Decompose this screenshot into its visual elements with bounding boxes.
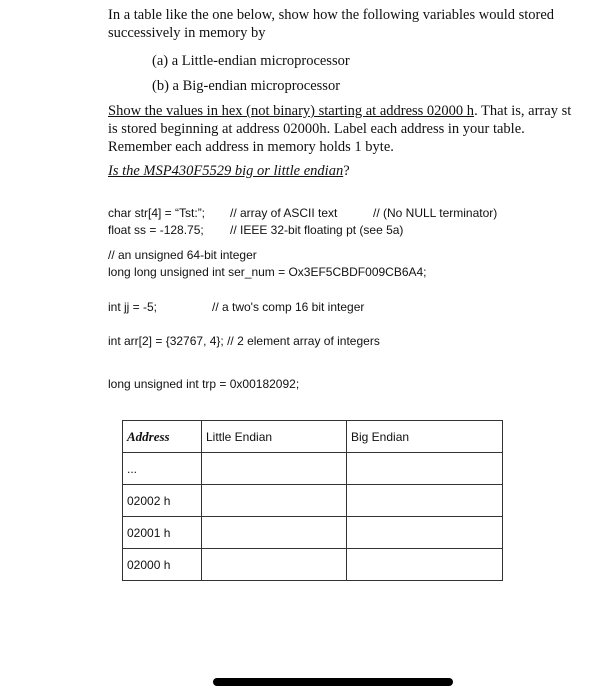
code-int-decl: int jj = -5; xyxy=(108,300,158,314)
table-row xyxy=(123,549,503,581)
code-ll-comment: // an unsigned 64-bit integer xyxy=(108,248,257,262)
code-float-decl: float ss = -128.75; xyxy=(108,223,204,237)
home-indicator-bar[interactable] xyxy=(213,678,453,686)
big-endian-cell[interactable] xyxy=(347,517,503,549)
option-a: (a) a Little-endian microprocessor xyxy=(152,53,350,69)
instructions-line-2: is stored beginning at address 02000h. Label each address in your table. xyxy=(108,121,525,137)
little-endian-cell[interactable] xyxy=(202,517,347,549)
endian-question-text: Is the MSP430F5529 big or little endian xyxy=(108,163,344,179)
little-endian-cell[interactable] xyxy=(202,453,347,485)
memory-table xyxy=(122,420,503,581)
endian-question-mark: ? xyxy=(343,163,350,179)
address-cell: ... xyxy=(123,453,202,485)
table-row xyxy=(123,453,503,485)
header-address: Address xyxy=(123,421,202,453)
little-endian-cell[interactable] xyxy=(202,549,347,581)
intro-line-2: successively in memory by xyxy=(108,25,266,41)
address-cell: 02001 h xyxy=(123,517,202,549)
header-big-endian: Big Endian xyxy=(347,421,503,453)
intro-line-1: In a table like the one below, show how the following variables would stored xyxy=(108,7,555,23)
endian-question xyxy=(108,163,350,180)
big-endian-cell[interactable] xyxy=(347,549,503,581)
code-ll-decl: long long unsigned int ser_num = Ox3EF5CBDF009CB6A4; xyxy=(108,265,427,279)
header-little-endian: Little Endian xyxy=(202,421,347,453)
address-cell: 02000 h xyxy=(123,549,202,581)
code-str-decl: char str[4] = “Tst:”; xyxy=(108,206,206,220)
code-float-comment: // IEEE 32-bit floating pt (see 5a) xyxy=(230,223,404,237)
instructions-line-1-rest: . That is, array st xyxy=(474,103,572,119)
code-arr-decl: int arr[2] = {32767, 4}; // 2 element array of integers xyxy=(108,334,380,348)
option-b: (b) a Big-endian microprocessor xyxy=(152,78,341,94)
table-header-row xyxy=(123,421,503,453)
instructions-line-1 xyxy=(108,103,571,120)
instructions-line-3: Remember each address in memory holds 1 byte. xyxy=(108,139,394,155)
table-row xyxy=(123,517,503,549)
code-int-comment: // a two's comp 16 bit integer xyxy=(212,300,365,314)
code-str-comment: // array of ASCII text xyxy=(230,206,338,220)
table-row xyxy=(123,485,503,517)
instructions-underlined: Show the values in hex (not binary) starting at address 02000 h xyxy=(108,103,475,119)
big-endian-cell[interactable] xyxy=(347,453,503,485)
big-endian-cell[interactable] xyxy=(347,485,503,517)
little-endian-cell[interactable] xyxy=(202,485,347,517)
address-cell: 02002 h xyxy=(123,485,202,517)
code-str-comment-2: // (No NULL terminator) xyxy=(373,206,498,220)
code-lui-decl: long unsigned int trp = 0x00182092; xyxy=(108,377,300,391)
